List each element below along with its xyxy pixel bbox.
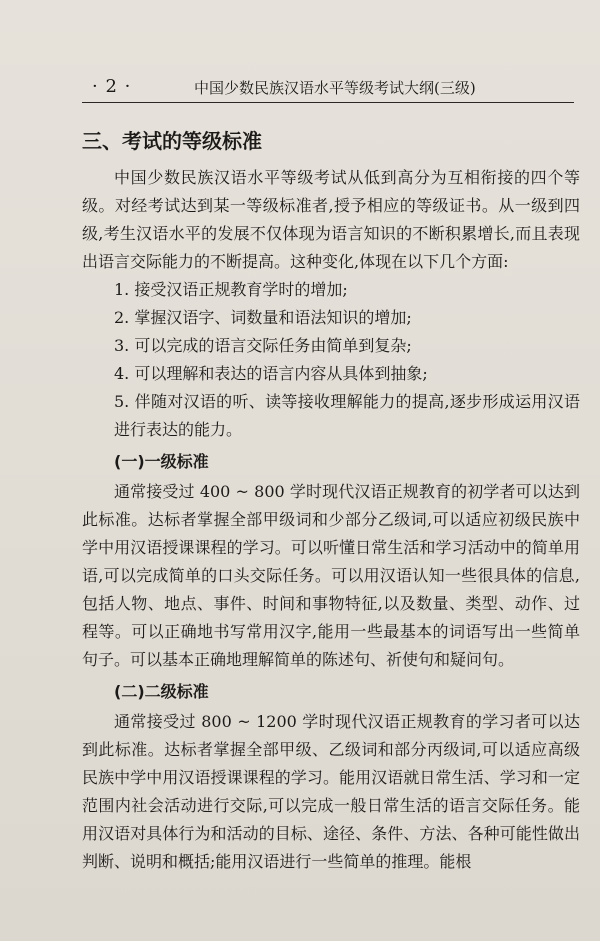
- level1-paragraph: 通常接受过 400 ~ 800 学时现代汉语正规教育的初学者可以达到此标准。达标者掌握全部甲级词和少部分乙级词,可以适应初级民族中学中用汉语授课课程的学习。可以听懂日常生活和学习活动中的简单用语,可以完成简单的口头交际任务。可以用汉语认知一些很具体的信息,包括人物、地点、事件、时间和事物特征,以及数量、类型、动作、过程等。可以正确地书写常用汉字,能用一些最基本的词语写出一些简单句子。可以基本正确地理解简单的陈述句、祈使句和疑问句。: [82, 482, 580, 669]
- list-item: 3. 可以完成的语言交际任务由简单到复杂;: [114, 336, 412, 355]
- aspect-list: [82, 276, 580, 444]
- list-item: 5. 伴随对汉语的听、读等接收理解能力的提高,逐步形成运用汉语进行表达的能力。: [114, 392, 580, 439]
- running-title: 中国少数民族汉语水平等级考试大纲(三级): [194, 79, 476, 97]
- list-item: 1. 接受汉语正规教育学时的增加;: [114, 280, 348, 299]
- level2-heading: (二)二级标准: [114, 682, 209, 701]
- list-item: 2. 掌握汉语字、词数量和语法知识的增加;: [114, 308, 412, 327]
- level1-heading: (一)一级标准: [114, 452, 209, 471]
- list-item: 4. 可以理解和表达的语言内容从具体到抽象;: [114, 364, 428, 383]
- level2-paragraph: 通常接受过 800 ~ 1200 学时现代汉语正规教育的学习者可以达到此标准。达标者掌握全部甲级、乙级词和部分丙级词,可以适应高级民族中学中用汉语授课课程的学习。能用汉语就日常生活、学习和一定范围内社会活动进行交际,可以完成一般日常生活的语言交际任务。能用汉语对具体行为和活动的目标、途径、条件、方法、各种可能性做出判断、说明和概括;能用汉语进行一些简单的推理。能根: [82, 712, 580, 871]
- page-number: · 2 ·: [92, 76, 132, 97]
- page-content: [82, 126, 580, 876]
- intro-paragraph: 中国少数民族汉语水平等级考试从低到高分为互相衔接的四个等级。对经考试达到某一等级标准者,授予相应的等级证书。从一级到四级,考生汉语水平的发展不仅体现为语言知识的不断积累增长,而且表现出语言交际能力的不断提高。这种变化,体现在以下几个方面:: [82, 168, 580, 271]
- page-header: [82, 68, 574, 103]
- section-title: 三、考试的等级标准: [82, 129, 262, 153]
